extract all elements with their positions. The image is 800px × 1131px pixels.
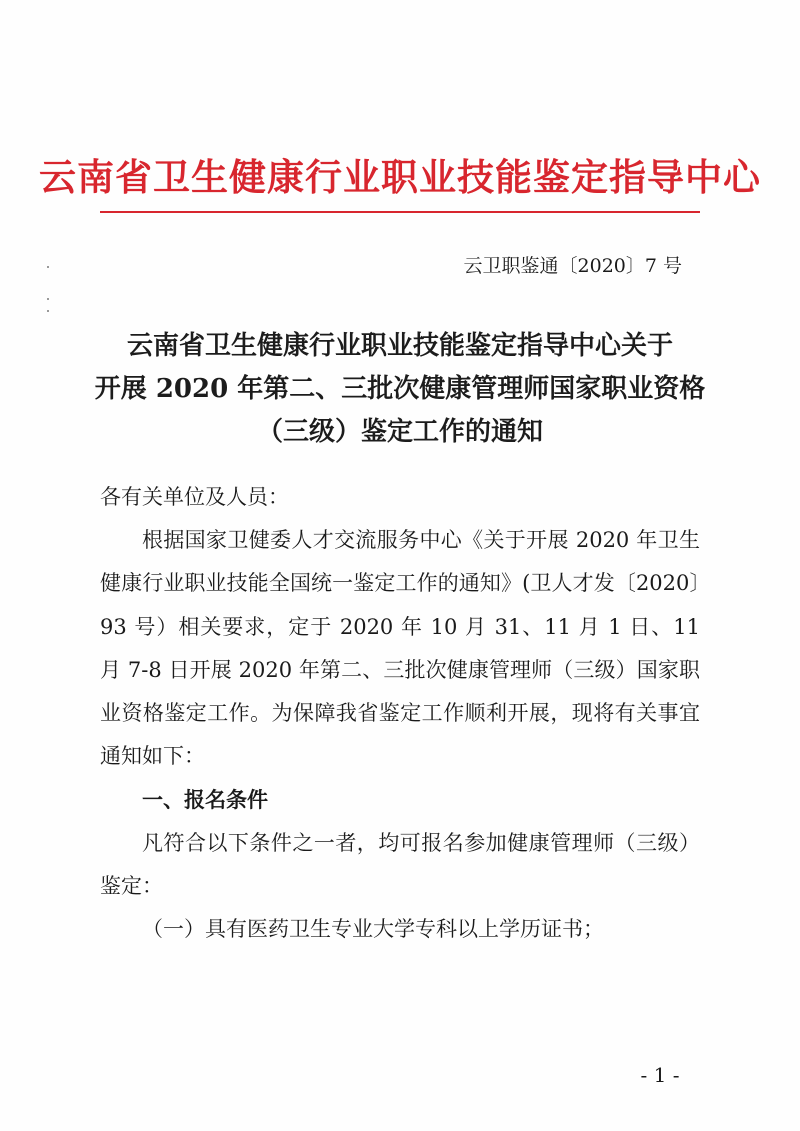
salutation: 各有关单位及人员： xyxy=(100,485,289,509)
scan-speck xyxy=(47,298,49,300)
title-line: 开展 2020 年第二、三批次健康管理师国家职业资格 xyxy=(94,374,706,404)
document-body xyxy=(100,476,700,951)
condition-item: （一）具有医药卫生专业大学专科以上学历证书； xyxy=(142,917,604,942)
red-divider-line xyxy=(100,211,700,213)
title-line: 云南省卫生健康行业职业技能鉴定指导中心关于 xyxy=(126,331,673,361)
scan-speck xyxy=(47,310,49,312)
document-number: 云卫职鉴通〔2020〕7 号 xyxy=(463,255,682,277)
organization-header: 云南省卫生健康行业职业技能鉴定指导中心 xyxy=(39,155,761,199)
document-title xyxy=(0,325,800,454)
page-number: - 1 - xyxy=(640,1063,680,1087)
title-line: （三级）鉴定工作的通知 xyxy=(256,417,543,447)
section-paragraph: 凡符合以下条件之一者，均可报名参加健康管理师（三级）鉴定： xyxy=(100,830,700,898)
intro-paragraph: 根据国家卫健委人才交流服务中心《关于开展 2020 年卫生健康行业职业技能全国统一鉴定工作的通知》(卫人才发〔2020〕93 号）相关要求，定于 2020 年 10 月 31、11 月 1 日、11 月 7-8 日开展 2020 年第二、三批次健康管理师（三级）国家职业资格鉴定工作。为保障我省鉴定工作顺利开展，现将有关事宜通知如下： xyxy=(100,528,700,769)
section-heading: 一、报名条件 xyxy=(142,787,268,813)
scan-speck xyxy=(47,266,49,268)
